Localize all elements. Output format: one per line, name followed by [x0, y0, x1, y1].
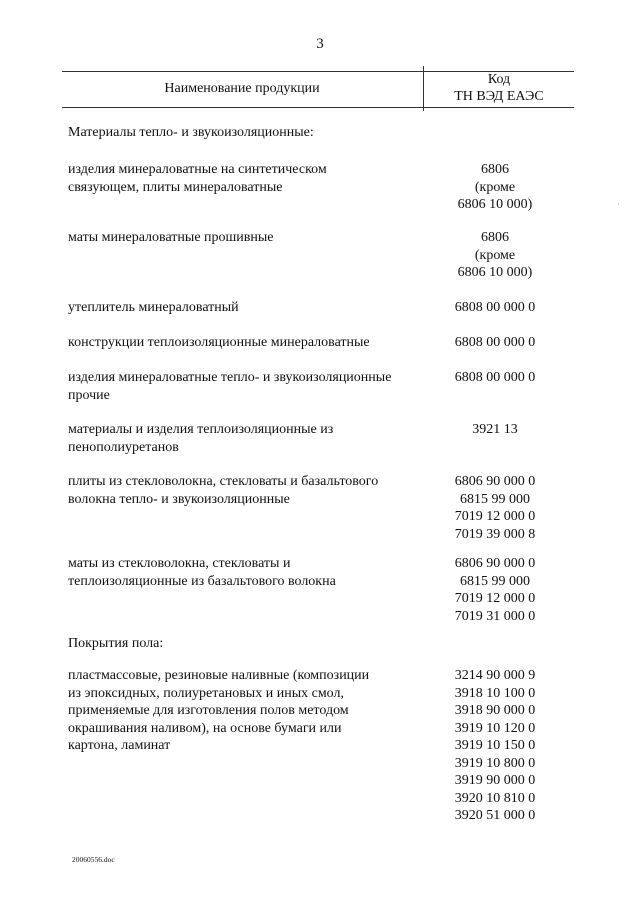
- product-name-line: маты минераловатные прошивные: [68, 230, 274, 245]
- product-code: [435, 334, 555, 352]
- margin-mark: ': [618, 203, 620, 209]
- product-code-line: 3919 90 000 0: [454, 773, 536, 788]
- product-name-line: теплоизоляционные из базальтового волокна: [68, 573, 336, 589]
- product-code: [435, 421, 555, 439]
- product-name-line: пенополиуретанов: [68, 439, 179, 455]
- product-code: [435, 161, 555, 214]
- product-name-line: применяемые для изготовления полов методом: [68, 703, 349, 718]
- product-code-line: 7019 39 000 8: [454, 526, 536, 542]
- product-name: [68, 299, 433, 317]
- product-name-line: прочие: [68, 387, 110, 403]
- section-title-flooring: Покрытия пола:: [68, 636, 164, 651]
- product-code: [435, 667, 555, 825]
- product-name-line: плиты из стекловолокна, стекловаты и базальтового: [68, 474, 379, 489]
- product-code-line: 3919 10 800 0: [454, 755, 536, 771]
- product-code-line: 7019 12 000 0: [454, 591, 536, 606]
- product-code-line: 3214 90 000 9: [454, 668, 536, 683]
- page-number: 3: [316, 36, 324, 52]
- product-code-line: 3920 10 810 0: [454, 790, 536, 806]
- product-code-line: 6806 10 000): [457, 197, 533, 212]
- product-name: [68, 334, 433, 352]
- product-code-line: 3918 90 000 0: [454, 703, 536, 718]
- product-name-line: картона, ламинат: [68, 738, 171, 753]
- product-name-line: окрашивания наливом), на основе бумаги или: [68, 720, 342, 736]
- product-code-line: 3918 10 100 0: [454, 685, 536, 701]
- product-code-line: 6806 90 000 0: [454, 556, 536, 571]
- product-code-line: 3919 10 120 0: [454, 720, 536, 736]
- product-code-line: 6815 99 000: [460, 491, 530, 507]
- product-name-line: маты из стекловолокна, стекловаты и: [68, 556, 291, 571]
- product-name-line: связующем, плиты минераловатные: [68, 179, 283, 195]
- product-code-line: 3919 10 150 0: [454, 738, 536, 753]
- product-code-line: 6806: [481, 162, 509, 177]
- product-name: [68, 229, 433, 247]
- product-name: [68, 369, 433, 404]
- header-bottom-rule: [62, 107, 574, 108]
- header-code-line2: ТН ВЭД ЕАЭС: [454, 89, 544, 104]
- header-name-column: Наименование продукции: [164, 81, 320, 96]
- product-code-line: 6806 10 000): [457, 265, 533, 280]
- product-name-line: волокна тепло- и звукоизоляционные: [68, 491, 290, 507]
- header-code-column: [424, 71, 574, 105]
- footer-filename: 20060556.doc: [72, 855, 115, 864]
- product-name-line: изделия минераловатные тепло- и звукоизоляционные: [68, 370, 392, 385]
- product-code-line: 7019 12 000 0: [454, 509, 536, 524]
- product-code-line: 6808 00 000 0: [454, 335, 536, 350]
- product-name-line: конструкции теплоизоляционные минераловатные: [68, 335, 370, 350]
- product-code-line: (кроме: [474, 247, 516, 263]
- product-name-line: пластмассовые, резиновые наливные (композиции: [68, 668, 370, 683]
- product-code-line: 7019 31 000 0: [454, 608, 536, 624]
- product-name: [68, 473, 433, 508]
- product-code: [435, 555, 555, 625]
- product-name: [68, 161, 433, 196]
- product-code-line: (кроме: [474, 179, 516, 195]
- product-name-line: изделия минераловатные на синтетическом: [68, 162, 327, 177]
- product-code: [435, 299, 555, 317]
- product-code-line: 3920 51 000 0: [454, 808, 536, 823]
- product-code-line: 6806 90 000 0: [454, 474, 536, 489]
- product-code-line: 6815 99 000: [460, 573, 530, 589]
- product-code: [435, 229, 555, 282]
- product-name: [68, 667, 433, 755]
- product-code-line: 6808 00 000 0: [454, 370, 536, 385]
- product-name-line: из эпоксидных, полиуретановых и иных смол,: [68, 685, 344, 701]
- product-code-line: 3921 13: [472, 422, 518, 437]
- product-code: [435, 473, 555, 543]
- section-title-insulation: Материалы тепло- и звукоизоляционные:: [68, 125, 314, 140]
- product-name-line: утеплитель минераловатный: [68, 300, 239, 315]
- product-name: [68, 421, 433, 456]
- header-code-line1: Код: [487, 72, 511, 87]
- product-code: [435, 369, 555, 387]
- product-code-line: 6808 00 000 0: [454, 300, 536, 315]
- product-name-line: материалы и изделия теплоизоляционные из: [68, 422, 334, 437]
- product-code-line: 6806: [481, 230, 509, 245]
- product-name: [68, 555, 433, 590]
